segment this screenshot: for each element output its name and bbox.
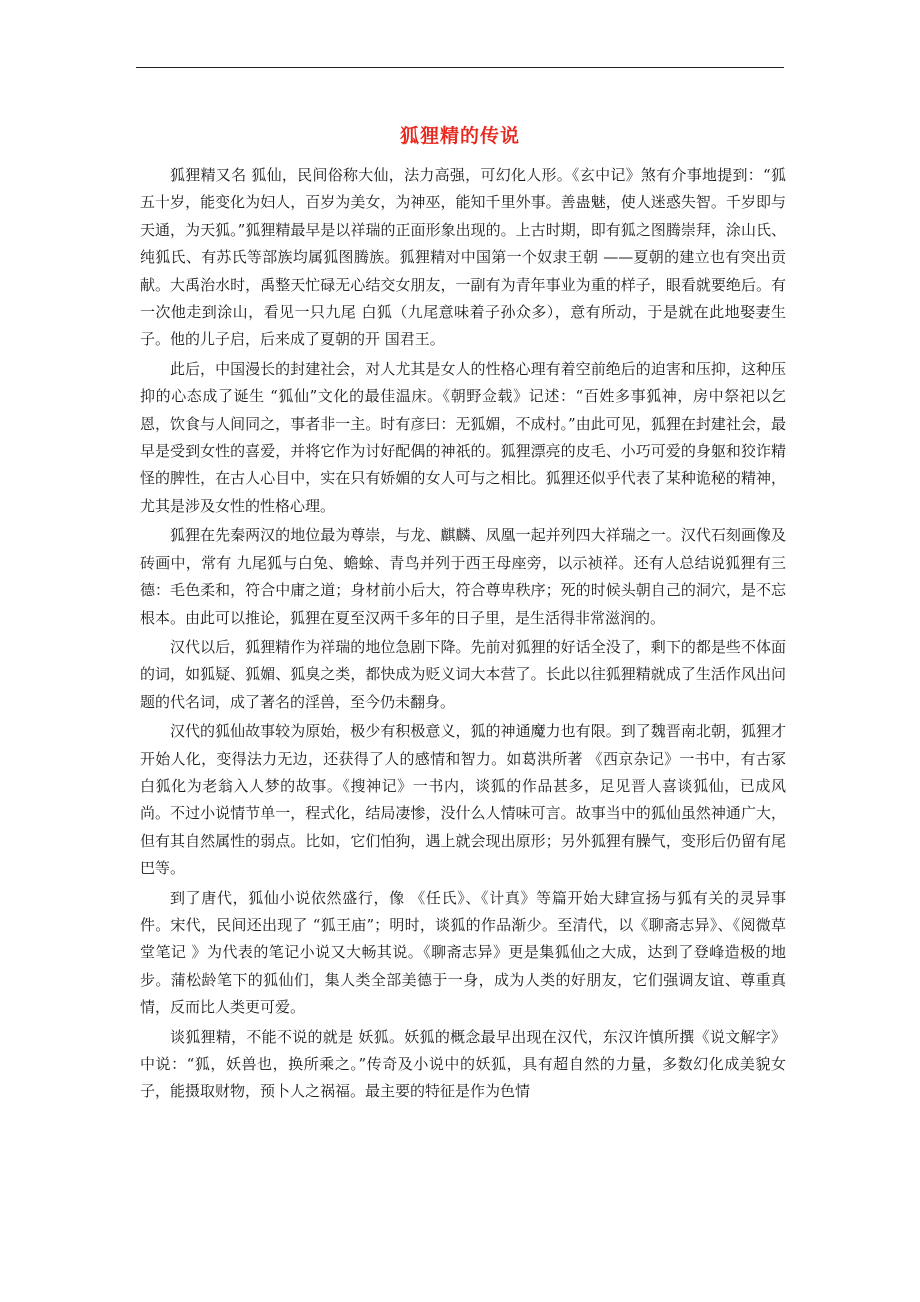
paragraph-5: 汉代的狐仙故事较为原始，极少有积极意义，狐的神通魔力也有限。到了魏晋南北朝，狐狸才开始人化，变得法力无边，还获得了人的感情和智力。如葛洪所著 《西京杂记》一书中，有古冢白狐化为老翁入人梦的故事。《搜神记》一书内，谈狐的作品甚多，足见晋人喜谈狐仙，已成风尚。不过小说情节单一，程式化，结局凄惨，没什么人情味可言。故事当中的狐仙虽然神通广大，但有其自然属性的弱点。比如，它们怕狗，遇上就会现出原形；另外狐狸有臊气，变形后仍留有尾巴等。	[140, 722, 786, 878]
paragraph-1: 狐狸精又名 狐仙，民间俗称大仙，法力高强，可幻化人形。《玄中记》煞有介事地提到：“狐五十岁，能变化为妇人，百岁为美女，为神巫，能知千里外事。善蛊魅，使人迷惑失智。千岁即与天通，为天狐。”狐狸精最早是以祥瑞的正面形象出现的。上古时期，即有狐之图腾崇拜，涂山氏、纯狐氏、有苏氏等部族均属狐图腾族。狐狸精对中国第一个奴隶王朝 ——夏朝的建立也有突出贡献。大禹治水时，禹整天忙碌无心结交女朋友，一副有为青年事业为重的样子，眼看就要绝后。有一次他走到涂山，看见一只九尾 白狐（九尾意味着子孙众多），意有所动，于是就在此地娶妻生子。他的儿子启，后来成了夏朝的开 国君王。	[140, 166, 786, 349]
paragraph-7: 谈狐狸精，不能不说的就是 妖狐。妖狐的概念最早出现在汉代，东汉许慎所撰《说文解字》中说：“狐，妖兽也，换所乘之。”传奇及小说中的妖狐，具有超自然的力量，多数幻化成美貌女子，能摄取财物，预卜人之祸福。最主要的特征是作为色情	[140, 1027, 786, 1101]
header-rule	[136, 67, 784, 68]
paragraph-3: 狐狸在先秦两汉的地位最为尊崇，与龙、麒麟、凤凰一起并列四大祥瑞之一。汉代石刻画像及砖画中，常有 九尾狐与白兔、蟾蜍、青鸟并列于西王母座旁，以示祯祥。还有人总结说狐狸有三德：毛色柔和，符合中庸之道；身材前小后大，符合尊卑秩序；死的时候头朝自己的洞穴，是不忘根本。由此可以推论，狐狸在夏至汉两千多年的日子里，是生活得非常滋润的。	[140, 526, 786, 627]
page-title: 狐狸精的传说	[399, 125, 520, 147]
paragraph-6: 到了唐代，狐仙小说依然盛行，像 《任氏》、《计真》等篇开始大肆宣扬与狐有关的灵异事件。宋代，民间还出现了 “狐王庙”；明时，谈狐的作品渐少。至清代，以《聊斋志异》、《阅微草堂笔记 》为代表的笔记小说又大畅其说。《聊斋志异》更是集狐仙之大成，达到了登峰造极的地步。蒲松龄笔下的狐仙们，集人类全部美德于一身，成为人类的好朋友，它们强调友谊、尊重真情，反而比人类更可爱。	[140, 888, 786, 1017]
paragraph-2: 此后，中国漫长的封建社会，对人尤其是女人的性格心理有着空前绝后的迫害和压抑，这种压抑的心态成了诞生 “狐仙”文化的最佳温床。《朝野佥载》记述：“百姓多事狐神，房中祭祀以乞恩，饮食与人间同之，事者非一主。时有彦曰：无狐媚，不成村。”由此可见，狐狸在封建社会，最早是受到女性的喜爱，并将它作为讨好配偶的神祇的。狐狸漂亮的皮毛、小巧可爱的身躯和狡诈精怪的脾性，在古人心目中，实在只有娇媚的女人可与之相比。狐狸还似乎代表了某种诡秘的精神，尤其是涉及女性的性格心理。	[140, 359, 786, 515]
article-body	[140, 162, 786, 1108]
paragraph-4: 汉代以后，狐狸精作为祥瑞的地位急剧下降。先前对狐狸的好话全没了，剩下的都是些不体面的词，如狐疑、狐媚、狐臭之类，都快成为贬义词大本营了。长此以往狐狸精就成了生活作风出问题的代名词，成了著名的淫兽，至今仍未翻身。	[140, 637, 786, 711]
